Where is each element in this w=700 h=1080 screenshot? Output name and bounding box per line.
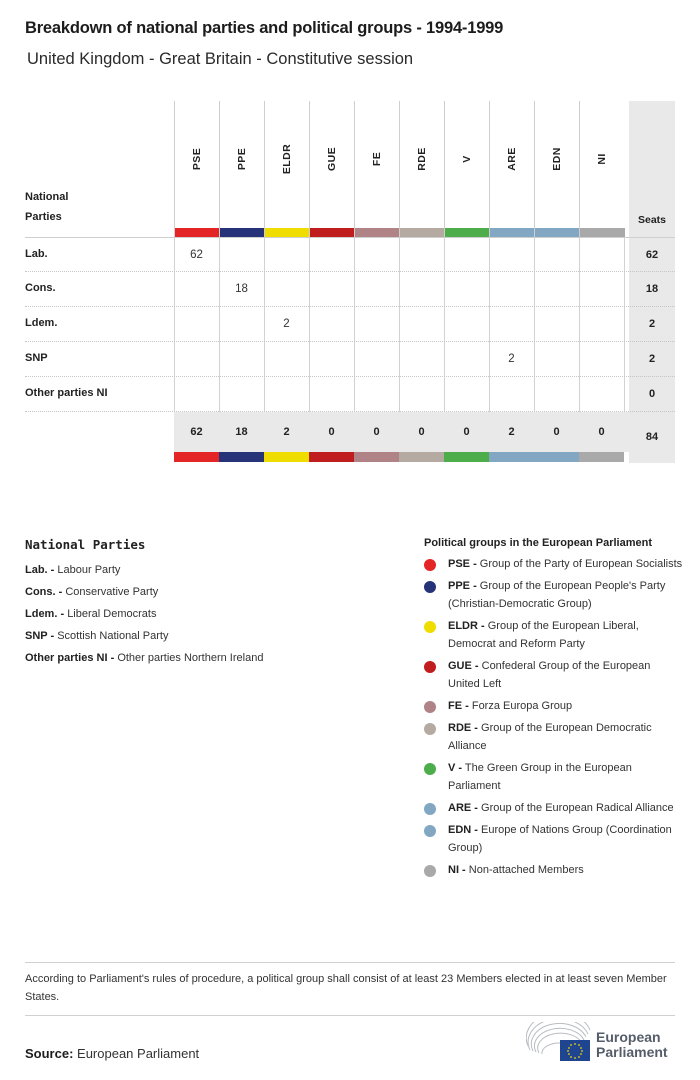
- table-cell: [579, 272, 624, 307]
- political-group-legend-item: [424, 799, 684, 817]
- table-row: [25, 307, 675, 342]
- table-cell: [219, 307, 264, 342]
- column-header-label-box: [580, 101, 624, 228]
- national-parties-legend-title: National Parties: [25, 537, 146, 552]
- logo-text: [596, 1030, 668, 1060]
- table-cell: [399, 377, 444, 412]
- group-color-swatch: [579, 452, 624, 462]
- national-party-legend-item: [25, 647, 263, 669]
- table-row: [25, 272, 675, 307]
- hemicycle-flag-icon: [526, 1022, 592, 1064]
- column-header-label-box: [490, 101, 534, 228]
- row-party-label: Other parties NI: [25, 387, 108, 399]
- table-cell: [399, 272, 444, 307]
- table-cell: [309, 238, 354, 273]
- row-total: 18: [645, 283, 659, 295]
- table-cell: 2: [283, 318, 290, 330]
- national-parties-legend: [25, 537, 263, 669]
- table-cell: [489, 377, 534, 412]
- column-header-fe: [354, 101, 399, 237]
- group-color-swatch: [490, 228, 535, 237]
- column-total-cell: 2: [283, 426, 290, 438]
- group-abbreviation: ELDR -: [448, 620, 485, 632]
- group-color-swatch: [175, 228, 220, 237]
- row-party-label: Cons.: [25, 282, 56, 294]
- national-party-legend-item: [25, 559, 263, 581]
- column-header-label: GUE: [326, 147, 338, 171]
- group-abbreviation: ARE -: [448, 802, 478, 814]
- party-abbreviation: Cons. -: [25, 586, 63, 598]
- row-total: 2: [648, 318, 656, 330]
- column-header-label: NI: [596, 153, 608, 165]
- group-abbreviation: RDE -: [448, 722, 478, 734]
- table-cell: [534, 272, 579, 307]
- source-line: [25, 1046, 199, 1061]
- table-cell: [174, 377, 219, 412]
- row-party-label: Lab.: [25, 248, 48, 260]
- table-cell: 18: [235, 283, 248, 295]
- table-cell: [309, 377, 354, 412]
- source-label: Source:: [25, 1046, 74, 1061]
- group-color-dot-icon: [424, 701, 436, 713]
- group-abbreviation: PSE -: [448, 558, 477, 570]
- group-abbreviation: PPE -: [448, 580, 477, 592]
- column-header-label-box: [400, 101, 444, 228]
- group-color-dot-icon: [424, 621, 436, 633]
- column-header-eldr: [264, 101, 309, 237]
- group-color-swatch: [219, 452, 264, 462]
- group-color-swatch: [310, 228, 355, 237]
- logo-line-2: Parliament: [596, 1044, 668, 1060]
- table-cell: [579, 342, 624, 377]
- table-cell: [309, 272, 354, 307]
- table-cell: [444, 238, 489, 273]
- column-header-gue: [309, 101, 354, 237]
- party-abbreviation: SNP -: [25, 630, 55, 642]
- column-header-label: EDN: [551, 147, 563, 171]
- group-name: Group of the European Liberal, Democrat and Reform Party: [448, 620, 639, 650]
- group-name: Forza Europa Group: [471, 700, 573, 712]
- table-cell: [264, 377, 309, 412]
- group-color-dot-icon: [424, 559, 436, 571]
- group-color-dot-icon: [424, 723, 436, 735]
- table-cell: [399, 342, 444, 377]
- political-group-legend-item: [424, 617, 684, 653]
- table-cell: [489, 238, 534, 273]
- column-header-are: [489, 101, 534, 237]
- table-cell: [444, 307, 489, 342]
- chart-subtitle: United Kingdom - Great Britain - Constitutive session: [27, 50, 414, 68]
- table-cell: 2: [508, 353, 515, 365]
- column-header-edn: [534, 101, 579, 237]
- column-header-label-box: [220, 101, 264, 228]
- table-cell: [579, 238, 624, 273]
- table-cell: [174, 272, 219, 307]
- political-group-legend-item: [424, 861, 684, 879]
- table-cell: [444, 272, 489, 307]
- table-cell: [489, 307, 534, 342]
- column-total-cell: 0: [373, 426, 380, 438]
- column-total-cell: 62: [190, 426, 203, 438]
- political-group-legend-item: [424, 821, 684, 857]
- row-total: 2: [648, 353, 656, 365]
- column-total-cell: 0: [553, 426, 560, 438]
- group-abbreviation: FE -: [448, 700, 469, 712]
- political-group-legend-item: [424, 555, 684, 573]
- table-row: [25, 377, 675, 412]
- grand-total: 84: [645, 431, 659, 443]
- table-cell: [219, 342, 264, 377]
- group-color-swatch: [220, 228, 265, 237]
- group-color-dot-icon: [424, 661, 436, 673]
- column-total-cell: 0: [418, 426, 425, 438]
- column-header-label-box: [535, 101, 579, 228]
- party-name: Liberal Democrats: [67, 608, 157, 620]
- column-header-ni: [579, 101, 624, 237]
- group-name: Non-attached Members: [468, 864, 584, 876]
- chart-title: Breakdown of national parties and political groups - 1994-1999: [25, 19, 504, 37]
- group-color-dot-icon: [424, 825, 436, 837]
- table-cell: [219, 377, 264, 412]
- table-cell: [174, 307, 219, 342]
- group-color-swatch: [354, 452, 399, 462]
- table-cell: [309, 307, 354, 342]
- party-abbreviation: Other parties NI -: [25, 652, 115, 664]
- table-cell: [219, 238, 264, 273]
- row-party-label: SNP: [25, 352, 48, 364]
- table-cell: [354, 342, 399, 377]
- row-total: 62: [645, 249, 659, 261]
- group-color-swatch: [534, 452, 579, 462]
- political-groups-legend-title: Political groups in the European Parliament: [424, 537, 652, 549]
- column-total-cell: 0: [328, 426, 335, 438]
- column-header-label: PSE: [191, 147, 203, 171]
- group-abbreviation: GUE -: [448, 660, 479, 672]
- column-header-label: ARE: [506, 147, 518, 171]
- group-color-swatch: [580, 228, 625, 237]
- table-cell: [354, 272, 399, 307]
- group-color-dot-icon: [424, 803, 436, 815]
- group-name: Group of the European Radical Alliance: [481, 802, 674, 814]
- group-color-swatch: [355, 228, 400, 237]
- logo-line-1: European: [596, 1029, 661, 1045]
- table-cell: [264, 272, 309, 307]
- column-header-label: V: [461, 155, 473, 163]
- group-abbreviation: V -: [448, 762, 463, 774]
- table-cell: [354, 377, 399, 412]
- table-cell: [489, 272, 534, 307]
- column-header-label-box: [355, 101, 399, 228]
- column-header-rde: [399, 101, 444, 237]
- group-color-swatch: [265, 228, 310, 237]
- political-group-legend-item: [424, 719, 684, 755]
- table-cell: [174, 342, 219, 377]
- column-header-label: RDE: [416, 147, 428, 171]
- group-name: The Green Group in the European Parliament: [448, 762, 632, 792]
- national-party-legend-item: [25, 603, 263, 625]
- group-name: Group of the European People's Party (Christian-Democratic Group): [448, 580, 666, 610]
- group-name: Europe of Nations Group (Coordination Group): [448, 824, 672, 854]
- european-parliament-logo: [526, 1022, 676, 1064]
- column-total-cell: 2: [508, 426, 515, 438]
- table-cell: [579, 307, 624, 342]
- group-name: Confederal Group of the European United Left: [448, 660, 651, 690]
- party-name: Labour Party: [57, 564, 121, 576]
- table-cell: [534, 377, 579, 412]
- group-color-swatch: [400, 228, 445, 237]
- group-color-swatch: [444, 452, 489, 462]
- group-name: Group of the European Democratic Alliance: [448, 722, 652, 752]
- table-row: [25, 237, 675, 272]
- group-color-swatch: [399, 452, 444, 462]
- table-row: [25, 342, 675, 377]
- political-group-legend-item: [424, 657, 684, 693]
- group-color-swatch: [309, 452, 354, 462]
- column-header-ppe: [219, 101, 264, 237]
- column-header-label-box: [175, 101, 219, 228]
- group-color-swatch: [535, 228, 580, 237]
- table-cell: [444, 377, 489, 412]
- column-header-v: [444, 101, 489, 237]
- footnote: According to Parliament's rules of procedure, a political group shall consist of at least 23 Members elected in at least seven Member States.: [25, 973, 667, 1003]
- table-cell: [534, 342, 579, 377]
- column-total-cell: 0: [463, 426, 470, 438]
- group-color-swatch: [174, 452, 219, 462]
- group-abbreviation: NI -: [448, 864, 466, 876]
- party-abbreviation: Lab. -: [25, 564, 55, 576]
- row-total: 0: [648, 388, 656, 400]
- table-cell: [264, 342, 309, 377]
- group-color-swatch: [489, 452, 534, 462]
- column-header-label: PPE: [236, 147, 248, 171]
- table-cell: [534, 238, 579, 273]
- table-cell: [354, 238, 399, 273]
- column-header-label-box: [445, 101, 489, 228]
- group-abbreviation: EDN -: [448, 824, 478, 836]
- national-parties-header: National Parties: [25, 191, 69, 223]
- column-header-label: ELDR: [281, 143, 293, 175]
- table-cell: [354, 307, 399, 342]
- column-header-label: FE: [371, 151, 383, 167]
- party-name: Scottish National Party: [57, 630, 169, 642]
- political-group-legend-item: [424, 577, 684, 613]
- group-color-dot-icon: [424, 763, 436, 775]
- column-header-label-box: [265, 101, 309, 228]
- table-cell: [444, 342, 489, 377]
- group-color-swatch: [445, 228, 490, 237]
- table-cell: [579, 377, 624, 412]
- table-cell: [399, 307, 444, 342]
- national-party-legend-item: [25, 625, 263, 647]
- political-groups-legend: [424, 537, 684, 883]
- political-group-legend-item: [424, 697, 684, 715]
- column-header-pse: [174, 101, 219, 237]
- political-group-legend-item: [424, 759, 684, 795]
- party-name: Conservative Party: [65, 586, 159, 598]
- source-value: European Parliament: [77, 1046, 200, 1061]
- table-cell: 62: [190, 249, 203, 261]
- party-abbreviation: Ldem. -: [25, 608, 65, 620]
- national-party-legend-item: [25, 581, 263, 603]
- table-cell: [534, 307, 579, 342]
- divider: [25, 962, 675, 963]
- group-color-swatch: [264, 452, 309, 462]
- column-total-cell: 0: [598, 426, 605, 438]
- group-name: Group of the Party of European Socialists: [479, 558, 683, 570]
- divider: [25, 1015, 675, 1016]
- column-total-cell: 18: [235, 426, 248, 438]
- row-party-label: Ldem.: [25, 317, 58, 329]
- party-name: Other parties Northern Ireland: [117, 652, 264, 664]
- column-totals-row: [174, 412, 629, 452]
- group-color-dot-icon: [424, 581, 436, 593]
- seats-header: Seats: [637, 214, 667, 226]
- bottom-color-bar: [174, 452, 629, 462]
- table-cell: [399, 238, 444, 273]
- table-cell: [264, 238, 309, 273]
- column-header-label-box: [310, 101, 354, 228]
- table-cell: [309, 342, 354, 377]
- group-color-dot-icon: [424, 865, 436, 877]
